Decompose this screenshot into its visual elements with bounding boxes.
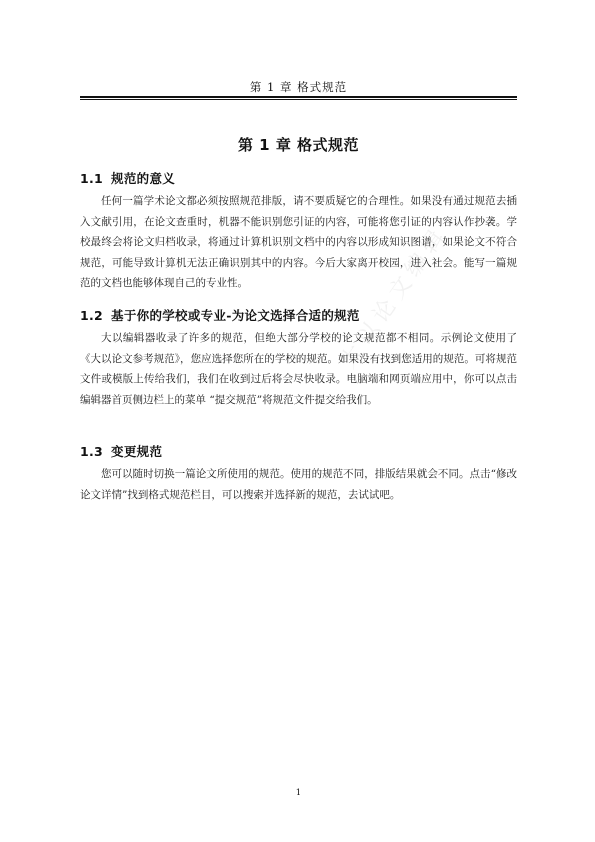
running-header: 第 1 章 格式规范 <box>249 80 348 94</box>
section-1-2-paragraph: 大以编辑器收录了许多的规范，但绝大部分学校的论文规范都不相同。示例论文使用了《大以论文参考规范》，您应选择您所在的学校的规范。如果没有找到您适用的规范。可将规范文件或模版上传给我们，我们在收到过后将会尽快收录。电脑端和网页端应用中，你可以点击编辑器首页侧边栏上的菜单 “提交规范”将规范文件提交给我们。 <box>80 332 517 406</box>
section-title: 规范的意义 <box>111 171 176 186</box>
chapter-title: 第 1 章 格式规范 <box>237 136 360 154</box>
section-title: 基于你的学校或专业-为论文选择合适的规范 <box>111 308 360 323</box>
section-title: 变更规范 <box>111 444 163 459</box>
section-number: 1.3 <box>80 444 104 459</box>
section-heading-1-3 <box>80 442 162 460</box>
section-heading-1-2 <box>80 306 360 324</box>
watermark-text: 大以论文编辑 <box>336 221 453 374</box>
page-number: 1 <box>295 788 302 798</box>
section-1-1-paragraph: 任何一篇学术论文都必须按照规范排版，请不要质疑它的合理性。如果没有通过规范去插入文献引用，在论文查重时，机器不能识别您引证的内容，可能将您引证的内容认作抄袭。学校最终会将论文归档收录，将通过计算机识别文档中的内容以形成知识图谱，如果论文不符合规范，可能导致计算机无法正确识别其中的内容。今后大家离开校园，进入社会。能写一篇规范的文档也能够体现自己的专业性。 <box>80 195 517 290</box>
section-heading-1-1 <box>80 169 175 187</box>
header-rule-thick <box>80 96 517 98</box>
section-number: 1.1 <box>80 171 104 186</box>
section-1-3-paragraph: 您可以随时切换一篇论文所使用的规范。使用的规范不同，排版结果就会不同。点击“修改论文详情”找到格式规范栏目，可以搜索并选择新的规范，去试试吧。 <box>80 468 517 501</box>
section-number: 1.2 <box>80 308 104 323</box>
header-rule-thin <box>80 99 517 100</box>
